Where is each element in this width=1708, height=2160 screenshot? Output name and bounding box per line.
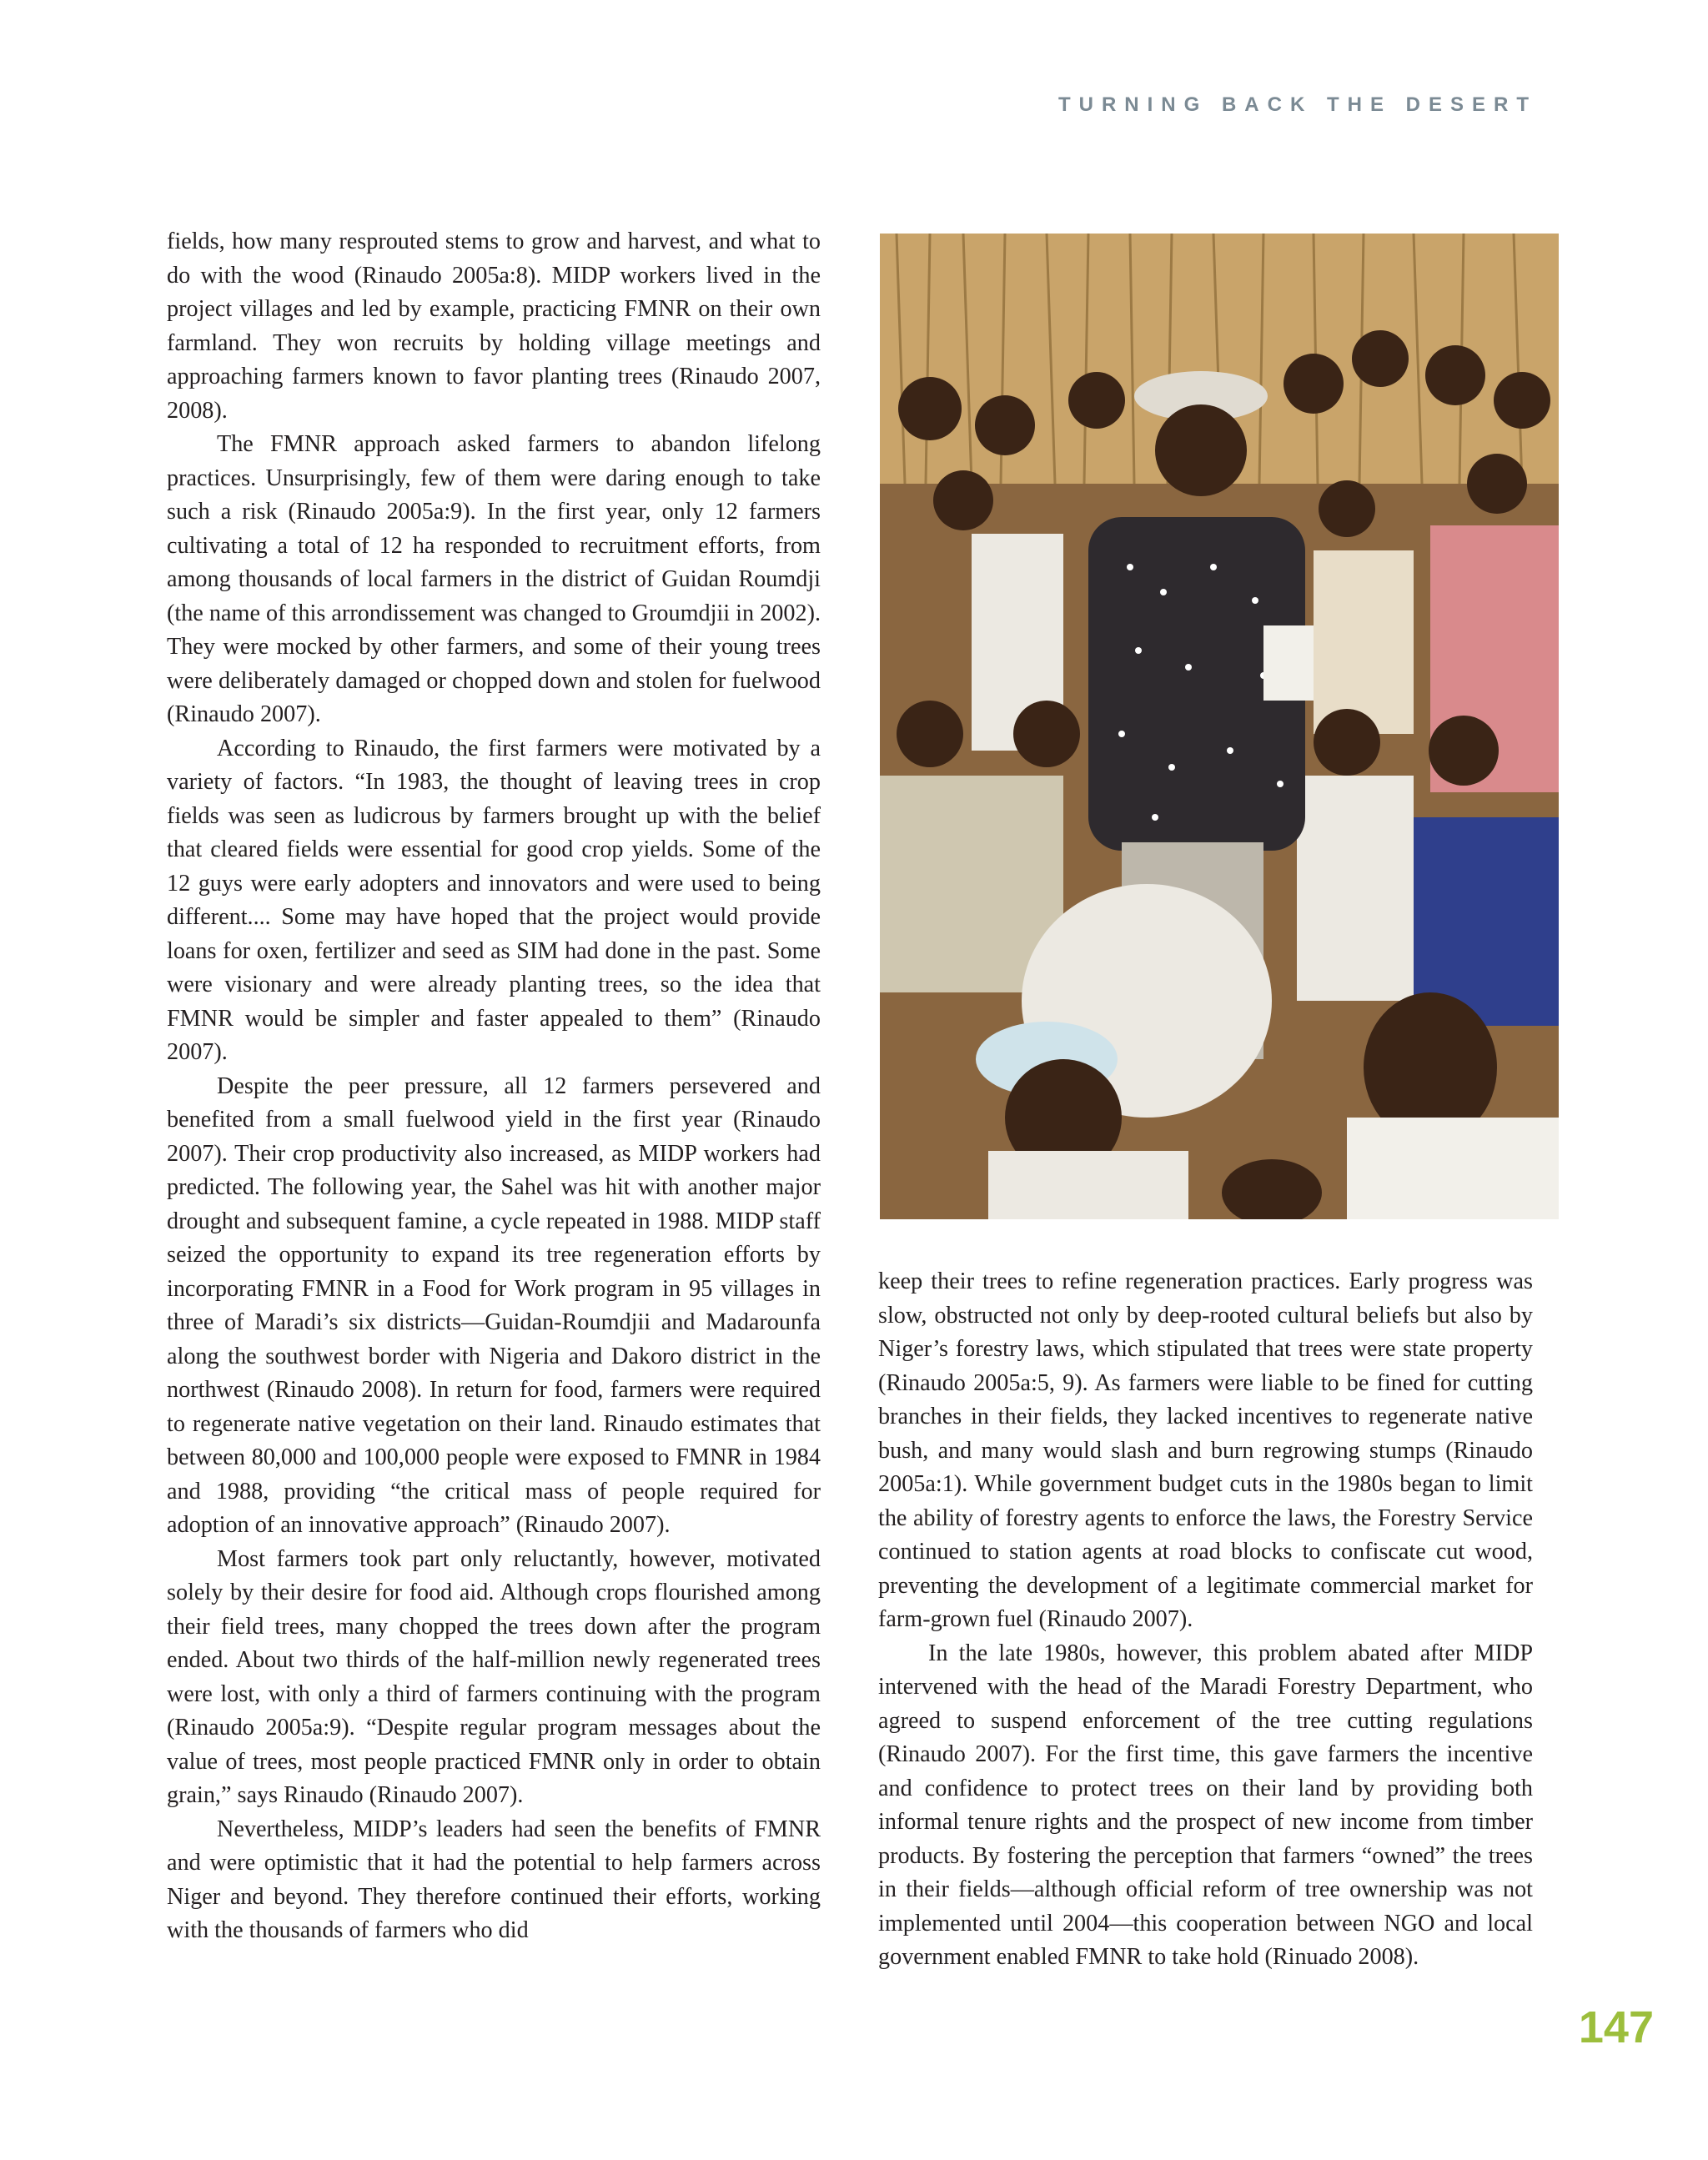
paragraph: fields, how many resprouted stems to grow and harvest, and what to do with the wood (Rinaudo 2005a:8). MIDP workers lived in the project villages and led by example, practicing FMNR on their own farmland. They won recruits by holding village meetings and approaching farmers known to favor planting trees (Rinaudo 2007, 2008). [167,229,821,424]
photo-illustration [880,234,1559,1219]
paragraph: The FMNR approach asked farmers to abandon lifelong practices. Unsurprisingly, few of them were daring enough to take such a risk (Rinaudo 2005a:9). In the first year, only 12 farmers cultivating a total of 12 ha responded to recruitment efforts, from among thousands of local farmers in the district of Guidan Roumdji (the name of this arrondissement was changed to Groumdjii in 2002). They were mocked by other farmers, and some of their young trees were deliberately damaged or chopped down and stolen for fuelwood (Rinaudo 2007). [167,431,821,727]
paragraph: Nevertheless, MIDP’s leaders had seen the benefits of FMNR and were optimistic that it had the potential to help farmers across Niger and beyond. They therefore continued their efforts, working with the thousands of farmers who did [167,1816,821,1943]
left-text-column [167,225,821,1948]
paragraph: keep their trees to refine regeneration practices. Early progress was slow, obstructed not only by deep-rooted cultural beliefs but also by Niger’s forestry laws, which stipulated that trees were state property (Rinaudo 2005a:5, 9). As farmers were liable to be fined for cutting branches in their fields, they lacked incentives to regenerate native bush, and many would slash and burn regrowing stumps (Rinaudo 2005a:1). While government budget cuts in the 1980s began to limit the ability of forestry agents to enforce the laws, the Forestry Service continued to station agents at road blocks to confiscate cut wood, preventing the development of a legitimate commercial market for farm-grown fuel (Rinaudo 2007). [878,1268,1533,1632]
running-head-title: TURNING BACK THE DESERT [1057,93,1537,116]
village-meeting-photo [880,234,1559,1219]
paragraph: Despite the peer pressure, all 12 farmers persevered and benefited from a small fuelwood yield in the first year (Rinaudo 2007). Their crop productivity also increased, as MIDP workers had predicted. The following year, the Sahel was hit with another major drought and subsequent famine, a cycle repeated in 1988. MIDP staff seized the opportunity to expand its tree regeneration efforts by incorporating FMNR in a Food for Work program in 95 villages in three of Maradi’s six districts—Guidan-Roumdjii and Madarounfa along the southwest border with Nigeria and Dakoro district in the northwest (Rinaudo 2008). In return for food, farmers were required to regenerate native vegetation on their land. Rinaudo estimates that between 80,000 and 100,000 people were exposed to FMNR in 1984 and 1988, providing “the critical mass of people required for adoption of an innovative approach” (Rinaudo 2007). [167,1072,821,1538]
paragraph: In the late 1980s, however, this problem abated after MIDP intervened with the head of the Maradi Forestry Department, who agreed to suspend enforcement of the tree cutting regulations (Rinaudo 2007). For the first time, this gave farmers the incentive and confidence to protect trees on their land by providing both informal tenure rights and the prospect of new income from timber products. By fostering the perception that farmers “owned” the trees in their fields—although official reform of tree ownership was not implemented until 2004—this cooperation between NGO and local government enabled FMNR to take hold (Rinuado 2008). [878,1640,1533,1970]
paragraph: According to Rinaudo, the first farmers were motivated by a variety of factors. “In 1983, the thought of leaving trees in crop fields was seen as ludicrous by farmers brought up with the belief that cleared fields were essential for good crop yields. Some of the 12 guys were early adopters and innovators and were used to being different.... Some may have hoped that the project would provide loans for oxen, fertilizer and seed as SIM had done in the past. Some were visionary and were already planting trees, so the idea that FMNR would be simpler and faster appealed to them” (Rinaudo 2007). [167,735,821,1065]
page-number: 147 [1578,2002,1654,2052]
right-text-column [878,1265,1533,1975]
paragraph: Most farmers took part only reluctantly, however, motivated solely by their desire for food aid. Although crops flourished among their field trees, many chopped the trees down after the program ended. About two thirds of the half-million newly regenerated trees were lost, with only a third of farmers continuing with the program (Rinaudo 2005a:9). “Despite regular program messages about the value of trees, most people practiced FMNR only in order to obtain grain,” says Rinaudo (Rinaudo 2007). [167,1545,821,1808]
